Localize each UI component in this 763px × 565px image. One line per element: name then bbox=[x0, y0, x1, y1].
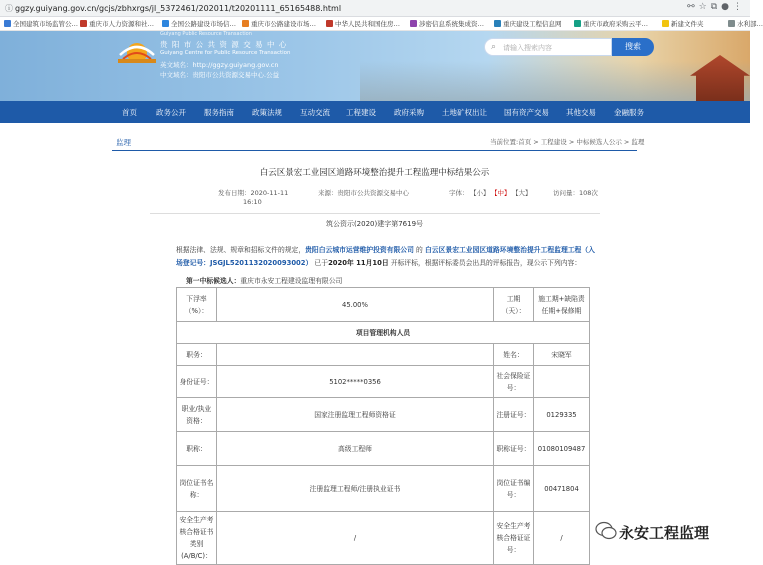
breadcrumb[interactable]: 当前位置:首页 > 工程建设 > 中标候选人公示 > 监理 bbox=[490, 138, 645, 146]
wechat-icon bbox=[595, 521, 617, 541]
search-button[interactable]: 搜索 bbox=[612, 38, 654, 56]
first-candidate bbox=[186, 275, 342, 285]
publish-time: 16:10 bbox=[243, 198, 262, 206]
safety-cert-number-value: / bbox=[533, 511, 590, 565]
star-icon[interactable]: ☆ bbox=[698, 2, 711, 12]
font-size-label: 字体： bbox=[449, 189, 469, 197]
wechat-watermark bbox=[589, 516, 739, 548]
social-security-label: 社会保险证号： bbox=[493, 365, 534, 398]
qualification-label: 职业/执业资格： bbox=[176, 397, 217, 432]
rate-value: 45.00% bbox=[216, 287, 494, 322]
job-value bbox=[216, 343, 494, 366]
nav-item[interactable]: 服务指南 bbox=[204, 108, 234, 117]
security-icon[interactable]: ⓘ bbox=[5, 4, 13, 13]
job-label: 职务： bbox=[176, 343, 217, 366]
bookmark-favicon-icon bbox=[494, 20, 501, 27]
font-large-button[interactable]: 【大】 bbox=[512, 189, 532, 197]
bookmark-item[interactable] bbox=[242, 19, 316, 28]
banner-scenery bbox=[360, 61, 750, 101]
main-nav bbox=[0, 101, 750, 123]
publish-date: 发布日期：2020-11-11 bbox=[218, 189, 289, 197]
period-label: 工期（天）： bbox=[493, 287, 534, 322]
banner-en-top: Guiyang Public Resource Transaction bbox=[160, 31, 252, 37]
bookmark-label: 涉密信息系统集成资… bbox=[419, 20, 484, 28]
bookmark-item[interactable] bbox=[162, 19, 236, 28]
name-label: 姓名： bbox=[493, 343, 534, 366]
site-logo[interactable] bbox=[118, 33, 156, 63]
candidate-table bbox=[176, 287, 590, 563]
bookmark-favicon-icon bbox=[662, 20, 669, 27]
id-value: 5102*****0356 bbox=[216, 365, 494, 398]
bookmark-item[interactable] bbox=[494, 19, 562, 28]
announcement-paragraph bbox=[176, 244, 596, 270]
nav-item[interactable]: 政策法规 bbox=[252, 108, 282, 117]
bookmark-label: 重庆市人力资源和社… bbox=[89, 20, 154, 28]
bookmark-item[interactable] bbox=[728, 19, 763, 28]
source: 来源：贵阳市公共资源交易中心 bbox=[318, 189, 409, 197]
meta-divider bbox=[150, 213, 600, 214]
translate-icon[interactable]: ⚯ bbox=[687, 2, 699, 12]
rate-label: 下浮率（%）： bbox=[176, 287, 217, 322]
bookmark-item[interactable] bbox=[80, 19, 154, 28]
para-text: 开标评标，根据评标委员会出具的评标报告，现公示下列内容： bbox=[388, 259, 582, 267]
registration-value: 0129335 bbox=[533, 397, 590, 432]
bookmark-label: 重庆市公路建设市场… bbox=[251, 20, 316, 28]
bookmark-label: 重庆建设工程信息网 bbox=[503, 20, 562, 28]
bookmark-favicon-icon bbox=[80, 20, 87, 27]
font-medium-button[interactable]: 【中】 bbox=[491, 189, 511, 197]
search-placeholder: 请输入搜索内容 bbox=[503, 44, 552, 52]
nav-item[interactable]: 政务公开 bbox=[156, 108, 186, 117]
account-icon[interactable]: ● bbox=[721, 2, 733, 12]
nav-item[interactable]: 首页 bbox=[122, 108, 137, 117]
first-candidate-label: 第一中标候选人： bbox=[186, 277, 241, 285]
safety-cert-number-label: 安全生产考核合格证证号： bbox=[493, 511, 534, 565]
period-value: 施工期+缺陷责任期+保修期 bbox=[533, 287, 590, 322]
bookmark-item[interactable] bbox=[326, 19, 400, 28]
qualification-value: 国家注册监理工程师资格证 bbox=[216, 397, 494, 432]
nav-item[interactable]: 工程建设 bbox=[346, 108, 376, 117]
bookmark-label: 重庆市政府采购云平… bbox=[583, 20, 648, 28]
address-bar[interactable] bbox=[0, 0, 750, 17]
bookmarks-bar bbox=[0, 17, 763, 31]
bookmark-label: 全国建筑市场监管公… bbox=[13, 20, 78, 28]
watermark-text: 永安工程监理 bbox=[619, 524, 710, 542]
bookmark-favicon-icon bbox=[4, 20, 11, 27]
search-icon: ⌕ bbox=[491, 42, 497, 52]
banner-cn-url: 中文域名：贵阳市公共资源交易中心.公益 bbox=[160, 71, 280, 79]
search-input[interactable] bbox=[484, 38, 612, 56]
bookmark-label: 新建文件夹 bbox=[671, 20, 704, 28]
post-cert-label: 岗位证书名称： bbox=[176, 465, 217, 512]
banner-cn-name: 贵 阳 市 公 共 资 源 交 易 中 心 bbox=[160, 40, 288, 49]
title-number-value: 01080109487 bbox=[533, 431, 590, 466]
bookmark-favicon-icon bbox=[162, 20, 169, 27]
post-cert-number-value: 00471804 bbox=[533, 465, 590, 512]
nav-item[interactable]: 互动交流 bbox=[300, 108, 330, 117]
nav-item[interactable]: 金融服务 bbox=[614, 108, 644, 117]
nav-item[interactable]: 政府采购 bbox=[394, 108, 424, 117]
first-candidate-value: 重庆市永安工程建设监理有限公司 bbox=[240, 277, 343, 285]
project-name[interactable]: 白云区景宏工业园区道路环境整治提升工程监理工程（入场登记号：JSGJL5201132020093002） bbox=[176, 246, 595, 267]
banner-en-name: Guiyang Centre for Public Resource Transaction bbox=[160, 50, 291, 56]
url-value: ggzy.guiyang.gov.cn/gcjs/zbhxrgs/jl_5372461/202011/t20201111_65165488.html bbox=[15, 4, 342, 13]
font-small-button[interactable]: 【小】 bbox=[470, 189, 490, 197]
extensions-icon[interactable]: ⧉ bbox=[710, 2, 722, 12]
document-number: 筑公资示(2020)建字第7619号 bbox=[325, 220, 424, 228]
bookmark-label: 水利部… bbox=[737, 20, 763, 28]
id-label: 身份证号： bbox=[176, 365, 217, 398]
safety-cert-value: / bbox=[216, 511, 494, 565]
section-header: 项目管理机构人员 bbox=[176, 321, 590, 344]
bookmark-item[interactable] bbox=[574, 19, 648, 28]
nav-item[interactable]: 土地矿权出让 bbox=[442, 108, 487, 117]
nav-item[interactable]: 国有资产交易 bbox=[504, 108, 549, 117]
bookmark-favicon-icon bbox=[574, 20, 581, 27]
title-value: 高级工程师 bbox=[216, 431, 494, 466]
menu-icon[interactable]: ⋮ bbox=[733, 2, 746, 12]
para-text: 的 bbox=[413, 246, 426, 254]
bookmark-label: 中华人民共和国住房… bbox=[335, 20, 400, 28]
bookmark-favicon-icon bbox=[728, 20, 735, 27]
para-text: 根据法律、法规、规章和招标文件的规定， bbox=[176, 246, 306, 254]
page-title: 白云区景宏工业园区道路环境整治提升工程监理中标结果公示 bbox=[259, 168, 490, 178]
bookmark-item[interactable] bbox=[4, 19, 78, 28]
url-text[interactable] bbox=[5, 3, 341, 14]
safety-cert-label: 安全生产考核合格证书类别(A/B/C)： bbox=[176, 511, 217, 565]
bookmark-item[interactable] bbox=[662, 19, 704, 28]
tenderer-link[interactable]: 贵阳白云城市运营维护投资有限公司 bbox=[305, 246, 414, 254]
bookmark-favicon-icon bbox=[326, 20, 333, 27]
title-number-label: 职称证号： bbox=[493, 431, 534, 466]
post-cert-number-label: 岗位证书编号： bbox=[493, 465, 534, 512]
registration-label: 注册证号： bbox=[493, 397, 534, 432]
banner-en-url: 英文域名：http://ggzy.guiyang.gov.cn bbox=[160, 61, 279, 69]
nav-item[interactable]: 其他交易 bbox=[566, 108, 596, 117]
social-security-value bbox=[533, 365, 590, 398]
post-cert-value: 注册监理工程师/注册执业证书 bbox=[216, 465, 494, 512]
name-value: 宋晓军 bbox=[533, 343, 590, 366]
bookmark-item[interactable] bbox=[410, 19, 484, 28]
bookmark-favicon-icon bbox=[242, 20, 249, 27]
title-label: 职称： bbox=[176, 431, 217, 466]
breadcrumb-divider bbox=[112, 150, 637, 151]
bookmark-label: 全国公路建设市场信… bbox=[171, 20, 236, 28]
para-text: 已于 bbox=[312, 259, 329, 267]
bookmark-favicon-icon bbox=[410, 20, 417, 27]
section-label[interactable]: 监理 bbox=[116, 138, 131, 147]
browser-toolbar-icons bbox=[687, 2, 746, 12]
visit-count: 访问量：108次 bbox=[553, 189, 598, 197]
bid-open-date: 2020年 11月10日 bbox=[328, 259, 389, 267]
